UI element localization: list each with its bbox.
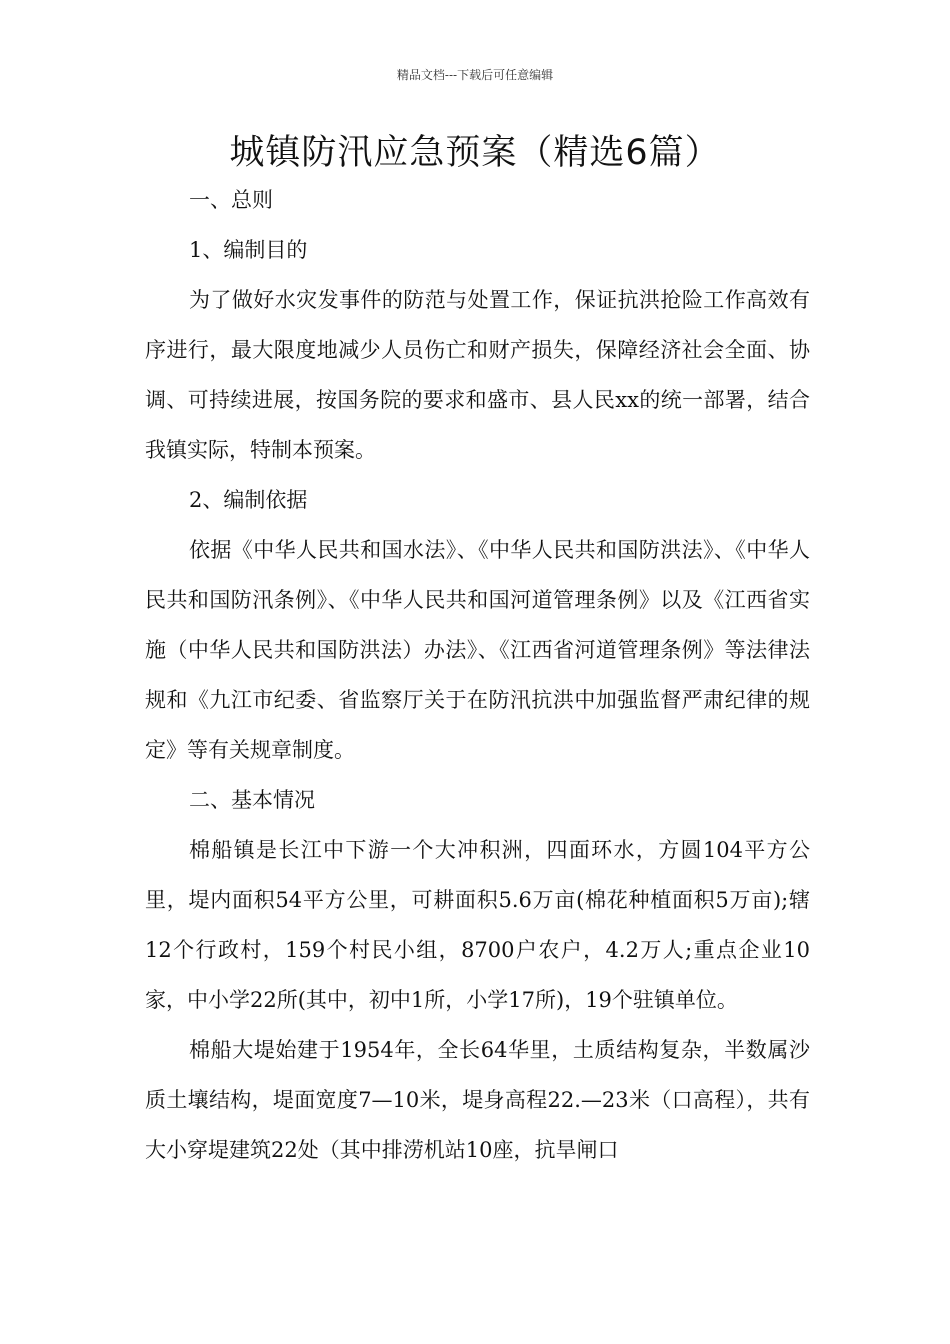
document-title: 城镇防汛应急预案（精选6篇）	[229, 133, 721, 173]
section-heading-general: 一、总则	[189, 188, 273, 212]
paragraph-basis: 依据《中华人民共和国水法》、《中华人民共和国防洪法》、《中华人民共和国防汛条例》、《中华人民共和国河道管理条例》以及《江西省实施（中华人民共和国防洪法）办法》、《江西省河道管理条例》等法律法规和《九江市纪委、省监察厅关于在防汛抗洪中加强监督严肃纪律的规定》等有关规章制度。	[145, 538, 810, 762]
subsection-heading-basis: 2、编制依据	[189, 488, 308, 512]
document-body	[145, 175, 810, 1175]
header-note: 精品文档---下载后可任意编辑	[396, 68, 554, 82]
paragraph-town-overview: 棉船镇是长江中下游一个大冲积洲，四面环水，方圆104平方公里，堤内面积54平方公里，可耕面积5.6万亩(棉花种植面积5万亩);辖12个行政村，159个村民小组，8700户农户，4.2万人;重点企业10家，中小学22所(其中，初中1所，小学17所)，19个驻镇单位。	[145, 838, 810, 1012]
subsection-heading-purpose: 1、编制目的	[189, 238, 308, 262]
paragraph-embankment: 棉船大堤始建于1954年，全长64华里，土质结构复杂，半数属沙质土壤结构，堤面宽度7—10米，堤身高程22.—23米（口高程），共有大小穿堤建筑22处（其中排涝机站10座，抗旱闸口	[145, 1038, 810, 1162]
paragraph-purpose: 为了做好水灾发事件的防范与处置工作，保证抗洪抢险工作高效有序进行，最大限度地减少人员伤亡和财产损失，保障经济社会全面、协调、可持续进展，按国务院的要求和盛市、县人民xx的统一部署，结合我镇实际，特制本预案。	[145, 288, 810, 462]
section-heading-situation: 二、基本情况	[189, 788, 315, 812]
